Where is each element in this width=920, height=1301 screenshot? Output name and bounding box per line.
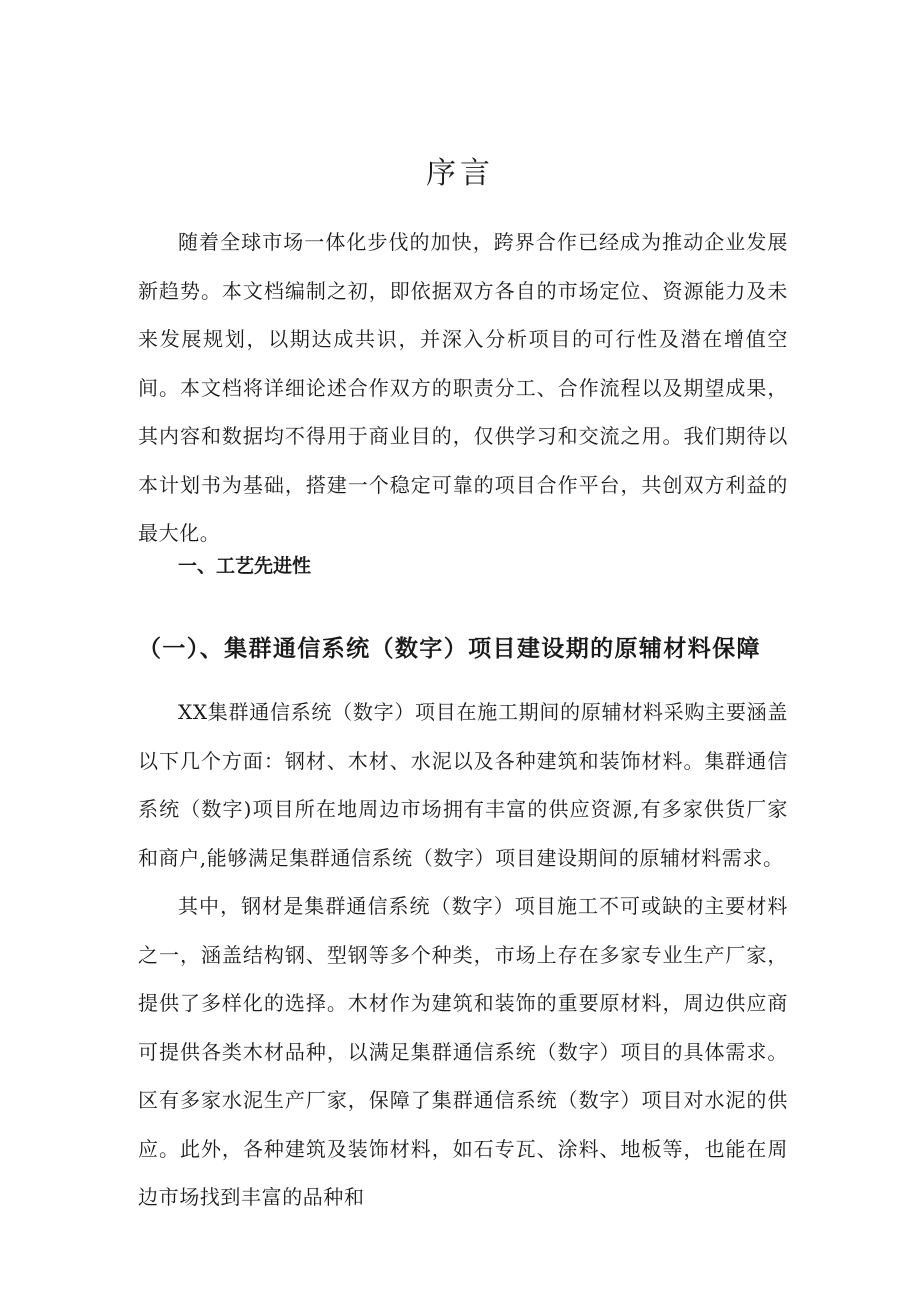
section-heading: 一、工艺先进性 [178, 555, 312, 577]
subsection-heading: （一）、集群通信系统（数字）项目建设期的原辅材料保障 [138, 635, 761, 662]
body-paragraph-1: XX集群通信系统（数字）项目在施工期间的原辅材料采购主要涵盖以下几个方面：钢材、木材、水泥以及各种建筑和装饰材料。集群通信系统（数字)项目所在地周边市场拥有丰富的供应资源,有多家供货厂家和商户,能够满足集群通信系统（数字）项目建设期间的原辅材料需求。 [138, 700, 788, 870]
preface-paragraph: 随着全球市场一体化步伐的加快，跨界合作已经成为推动企业发展新趋势。本文档编制之初，即依据双方各自的市场定位、资源能力及未来发展规划，以期达成共识，并深入分析项目的可行性及潜在增值空间。本文档将详细论述合作双方的职责分工、合作流程以及期望成果，其内容和数据均不得用于商业目的，仅供学习和交流之用。我们期待以本计划书为基础，搭建一个稳定可靠的项目合作平台，共创双方利益的最大化。 [138, 230, 788, 545]
body-paragraph-2: 其中，钢材是集群通信系统（数字）项目施工不可或缺的主要材料之一，涵盖结构钢、型钢等多个种类，市场上存在多家专业生产厂家，提供了多样化的选择。木材作为建筑和装饰的重要原材料，周边供应商可提供各类木材品种，以满足集群通信系统（数字）项目的具体需求。区有多家水泥生产厂家，保障了集群通信系统（数字）项目对水泥的供应。此外，各种建筑及装饰材料，如石专瓦、涂料、地板等，也能在周边市场找到丰富的品种和 [138, 894, 788, 1209]
document-title: 序言 [426, 156, 494, 191]
